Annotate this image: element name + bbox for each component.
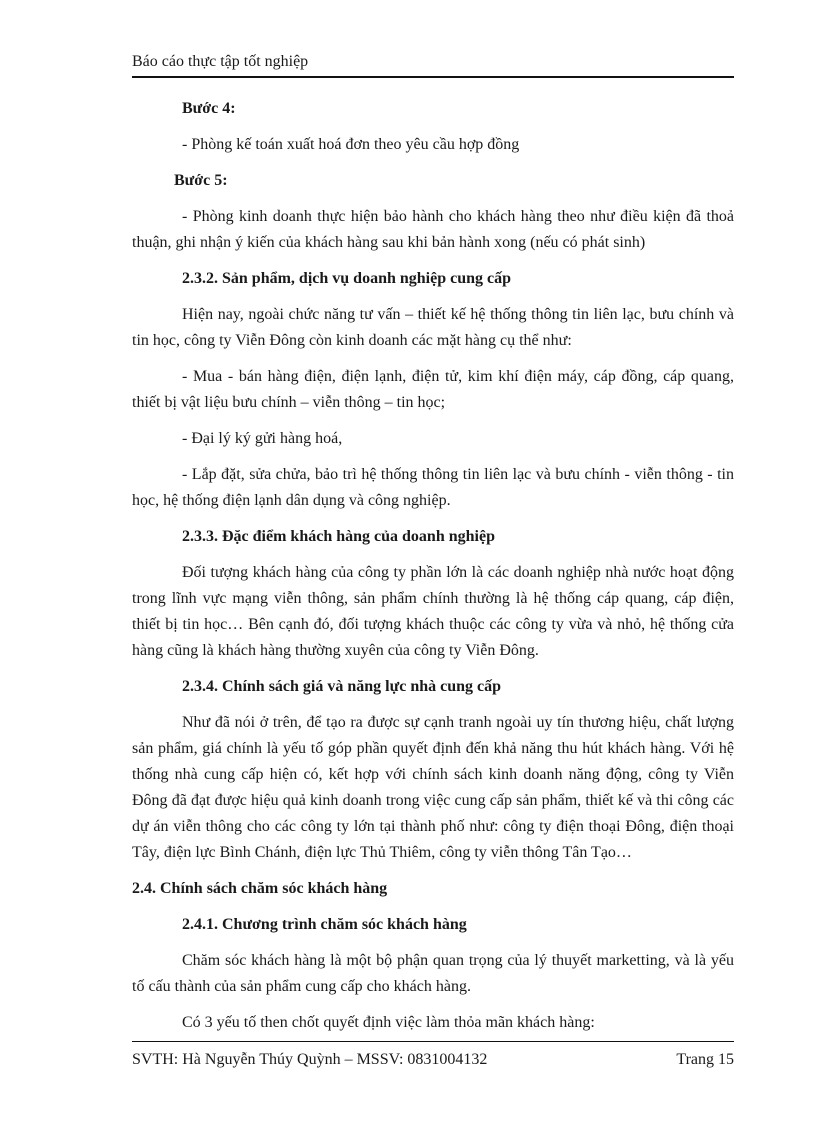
page-body bbox=[132, 96, 734, 1036]
page-header bbox=[132, 52, 734, 78]
paragraph: Như đã nói ở trên, để tạo ra được sự cạnh tranh ngoài uy tín thương hiệu, chất lượng sản phẩm, giá chính là yếu tố góp phần quyết định đến khả năng thu hút khách hàng. Với hệ thống nhà cung cấp hiện có, kết hợp với chính sách kinh doanh năng động, công ty Viễn Đông đã đạt được hiệu quả kinh doanh trong việc cung cấp sản phẩm, thiết kế và thi công các dự án viễn thông cho các công ty lớn tại thành phố như: công ty điện thoại Đông, điện thoại Tây, điện lực Bình Chánh, điện lực Thủ Thiêm, công ty viễn thông Tân Tạo… bbox=[132, 714, 734, 861]
section-2-4-heading: 2.4. Chính sách chăm sóc khách hàng bbox=[132, 880, 388, 897]
footer-divider bbox=[132, 1041, 734, 1042]
section-2-3-2-heading: 2.3.2. Sản phẩm, dịch vụ doanh nghiệp cung cấp bbox=[182, 270, 511, 287]
page-footer bbox=[132, 1051, 734, 1069]
paragraph: Có 3 yếu tố then chốt quyết định việc làm thỏa mãn khách hàng: bbox=[182, 1014, 595, 1031]
page-number: Trang 15 bbox=[676, 1051, 734, 1068]
step-4-label: Bước 4 bbox=[182, 100, 231, 117]
section-2-4-1-heading: 2.4.1. Chương trình chăm sóc khách hàng bbox=[182, 916, 467, 933]
paragraph: - Mua - bán hàng điện, điện lạnh, điện tử, kim khí điện máy, cáp đồng, cáp quang, thiết bị vật liệu bưu chính – viễn thông – tin học; bbox=[132, 368, 734, 411]
header-title: Báo cáo thực tập tốt nghiệp bbox=[132, 53, 309, 70]
step-5-heading: Bước 5: bbox=[174, 172, 228, 189]
step-5-text: - Phòng kinh doanh thực hiện bảo hành cho khách hàng theo như điều kiện đã thoả thuận, ghi nhận ý kiến của khách hàng sau khi bản hành xong (nếu có phát sinh) bbox=[132, 208, 734, 251]
footer-author: SVTH: Hà Nguyễn Thúy Quỳnh – MSSV: 0831004132 bbox=[132, 1051, 488, 1068]
paragraph: - Đại lý ký gửi hàng hoá, bbox=[182, 430, 343, 447]
section-2-3-4-heading: 2.3.4. Chính sách giá và năng lực nhà cung cấp bbox=[182, 678, 502, 695]
paragraph: Đối tượng khách hàng của công ty phần lớn là các doanh nghiệp nhà nước hoạt động trong lĩnh vực mạng viễn thông, sản phẩm chính thường là hệ thống cáp quang, cáp điện, thiết bị tin học… Bên cạnh đó, đối tượng khách thuộc các công ty vừa và nhỏ, hệ thống cửa hàng cũng là khách hàng thường xuyên của công ty Viễn Đông. bbox=[132, 564, 734, 659]
paragraph: - Lắp đặt, sửa chửa, bảo trì hệ thống thông tin liên lạc và bưu chính - viễn thông - tin học, hệ thống điện lạnh dân dụng và công nghiệp. bbox=[132, 466, 734, 509]
step-4-heading: Bước 4: bbox=[182, 100, 236, 117]
paragraph: Chăm sóc khách hàng là một bộ phận quan trọng của lý thuyết marketting, và là yếu tố cấu thành của sản phẩm cung cấp cho khách hàng. bbox=[132, 952, 734, 995]
step-5-label: Bước 5 bbox=[174, 172, 223, 189]
step-4-text: - Phòng kế toán xuất hoá đơn theo yêu cầu hợp đồng bbox=[182, 136, 520, 153]
section-2-3-3-heading: 2.3.3. Đặc điểm khách hàng của doanh nghiệp bbox=[182, 528, 495, 545]
paragraph: Hiện nay, ngoài chức năng tư vấn – thiết kế hệ thống thông tin liên lạc, bưu chính và tin học, công ty Viễn Đông còn kinh doanh các mặt hàng cụ thể như: bbox=[132, 306, 734, 349]
